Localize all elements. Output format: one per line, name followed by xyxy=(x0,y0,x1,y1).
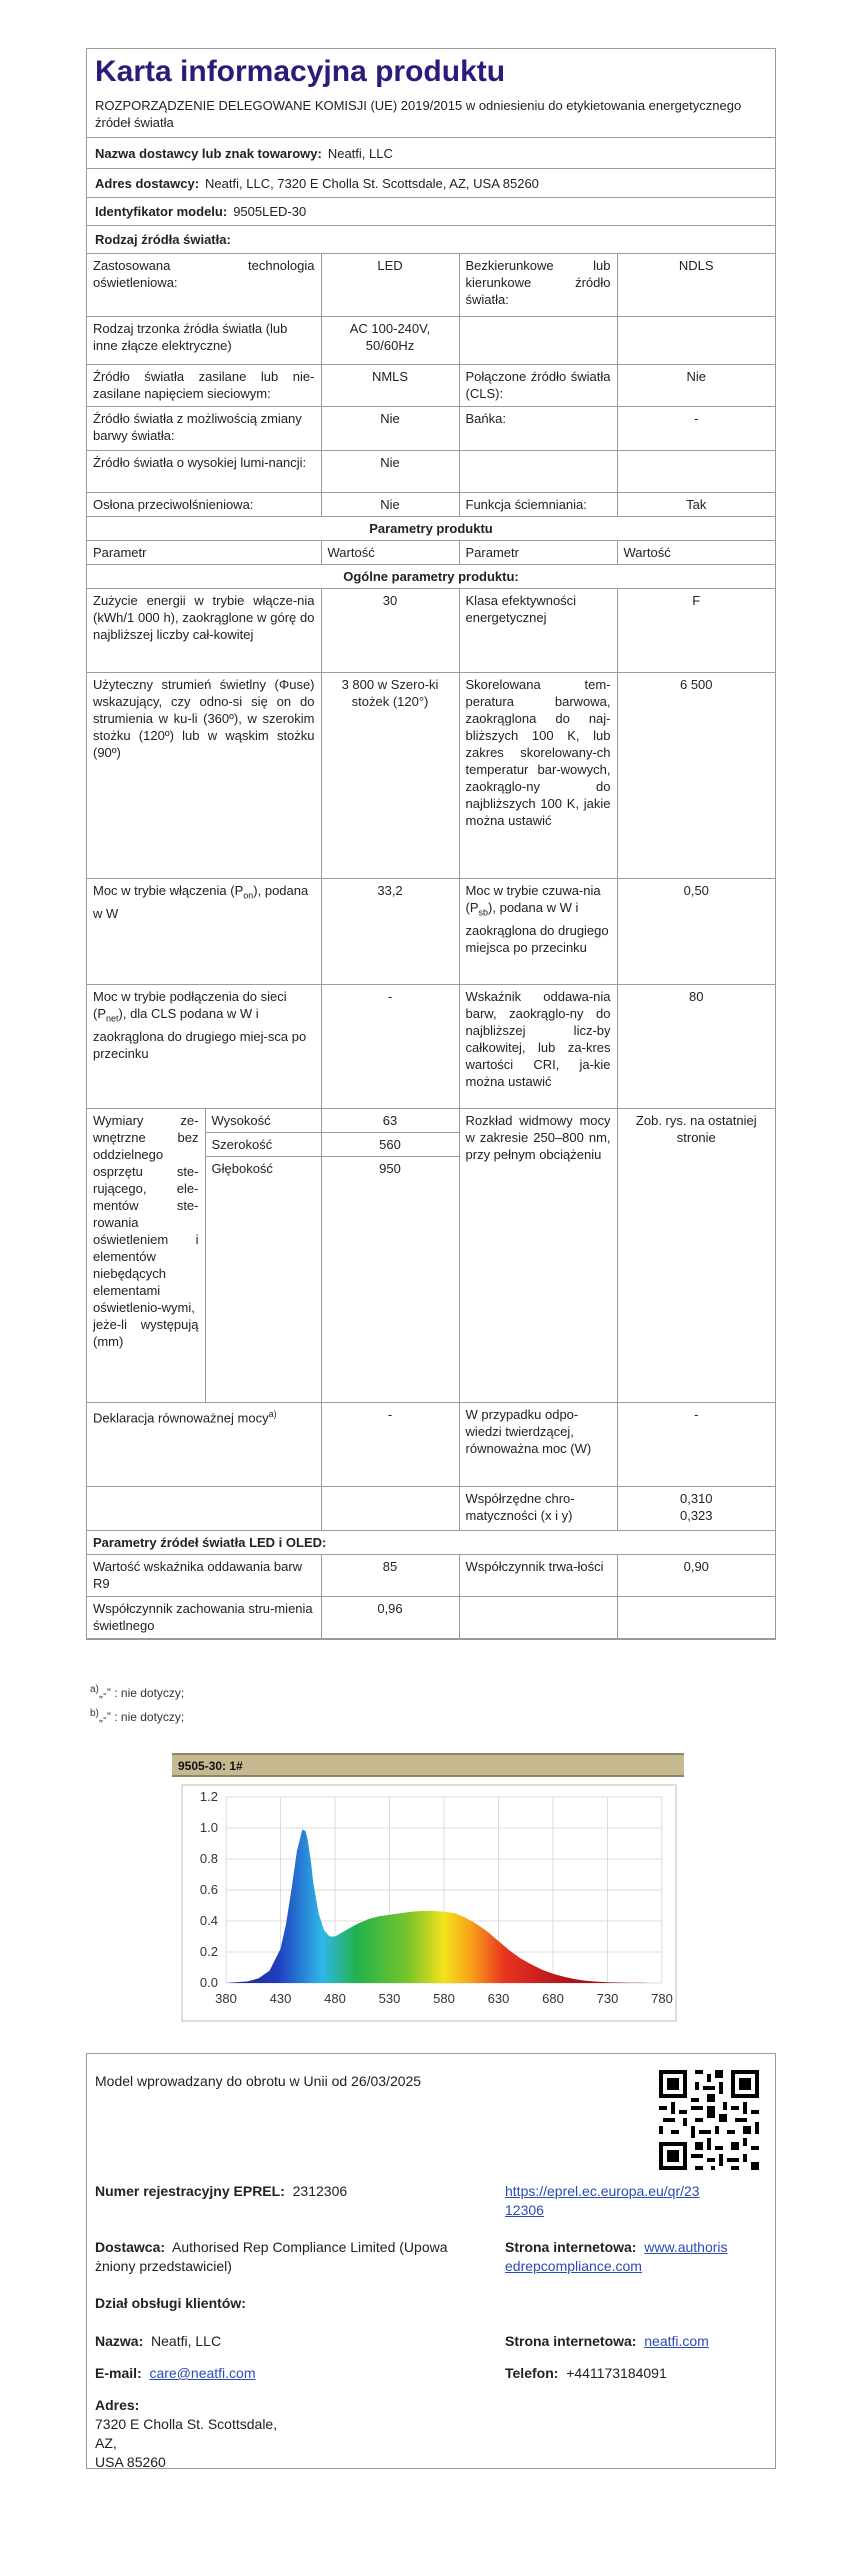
led-heading: Parametry źródeł światła LED i OLED: xyxy=(87,1531,775,1555)
equivalent-power-value: - xyxy=(321,1403,459,1487)
flux-label: Użyteczny strumień świetlny (Φuse) wskazujący, czy odno-si się on do strumienia w ku-li (360º), w szerokim stożku (120º) lub w wąskim stożku (90º) xyxy=(87,673,321,879)
y-tick-label: 0.2 xyxy=(199,1944,218,1959)
distributor-website-link[interactable]: www.authoris xyxy=(644,2239,728,2255)
cls-label: Połączone źródło światła (CLS): xyxy=(459,364,617,406)
product-information-sheet xyxy=(86,48,776,1640)
y-tick-label: 0.0 xyxy=(199,1975,218,1990)
mains-value: NMLS xyxy=(321,364,459,406)
height-label: Wysokość xyxy=(205,1109,321,1133)
r9-label: Wartość wskaźnika oddawania barw R9 xyxy=(87,1555,321,1597)
eprel-number: 2312306 xyxy=(292,2183,348,2199)
cs-email-row: E-mail: care@neatfi.com xyxy=(95,2365,256,2381)
r9-value: 85 xyxy=(321,1555,459,1597)
address-row xyxy=(87,169,775,198)
width-value: 560 xyxy=(321,1133,459,1157)
y-tick-label: 0.4 xyxy=(199,1913,218,1928)
energy-label: Zużycie energii w trybie włącze-nia (kWh/1 000 h), zaokrąglone w górę do najbliższej liczby cał-kowitej xyxy=(87,589,321,673)
survival-label: Współczynnik trwa-łości xyxy=(459,1555,617,1597)
source-type-heading: Rodzaj źródła światła: xyxy=(95,232,231,247)
cri-value: 80 xyxy=(617,985,775,1109)
supplier-value: Neatfi, LLC xyxy=(327,145,393,161)
address-value: Neatfi, LLC, 7320 E Cholla St. Scottsdale, AZ, USA 85260 xyxy=(205,175,539,191)
chromaticity-label: Współrzędne chro-matyczności (x i y) xyxy=(459,1487,617,1531)
equivalent-watt-label: W przypadku odpo-wiedzi twierdzącej, równoważna moc (W) xyxy=(459,1403,617,1487)
x-tick-label: 680 xyxy=(542,1991,564,2006)
chromaticity-value: 0,310 0,323 xyxy=(617,1487,775,1531)
dimmable-label: Funkcja ściemniania: xyxy=(459,492,617,516)
x-tick-label: 630 xyxy=(487,1991,510,2006)
model-row xyxy=(87,198,775,226)
bulb-label: Bańka: xyxy=(459,406,617,450)
eprel-row: Numer rejestracyjny EPREL: 2312306 xyxy=(95,2183,348,2199)
cri-label: Wskaźnik oddawa-nia barw, zaokrąglo-ny do najbliższej licz-by całkowitej, lub za-kres wartości CRI, ja-kie można ustawić xyxy=(459,985,617,1109)
x-tick-label: 430 xyxy=(269,1991,292,2006)
dimmable-value: Tak xyxy=(617,492,775,516)
customer-service-heading: Dział obsługi klientów: xyxy=(95,2295,246,2311)
networked-value: - xyxy=(321,985,459,1109)
y-tick-label: 0.8 xyxy=(199,1851,218,1866)
cs-name-row: Nazwa: Neatfi, LLC xyxy=(95,2333,222,2349)
col-value-1: Wartość xyxy=(321,540,459,564)
spectrum-plot xyxy=(172,1777,684,2029)
direction-label: Bezkierunkowe lub kierunkowe źródło światła: xyxy=(459,254,617,316)
energy-class-value: F xyxy=(617,589,775,673)
col-param-1: Parametr xyxy=(87,540,321,564)
tunable-label: Źródło światła z możliwością zmiany barwy światła: xyxy=(87,406,321,450)
energy-value: 30 xyxy=(321,589,459,673)
general-heading: Ogólne parametry produktu: xyxy=(87,564,775,588)
power-on-label: Moc w trybie włączenia $(P_{on})$, podana w W xyxy=(87,879,321,985)
power-on-value: 33,2 xyxy=(321,879,459,985)
survival-value: 0,90 xyxy=(617,1555,775,1597)
equivalent-watt-value: - xyxy=(617,1403,775,1487)
high-luminance-label: Źródło światła o wysokiej lumi-nancji: xyxy=(87,450,321,492)
distributor-website: Strona internetowa: www.authoris edrepcompliance.com xyxy=(505,2239,728,2274)
footer-panel xyxy=(86,2053,776,2469)
tech-value: LED xyxy=(321,254,459,316)
cs-address: Adres: 7320 E Cholla St. Scottsdale, AZ, USA 85260 xyxy=(95,2397,278,2470)
supplier-row xyxy=(87,138,775,169)
address-label: Adres dostawcy: xyxy=(95,175,200,191)
direction-value: NDLS xyxy=(617,254,775,316)
col-param-2: Parametr xyxy=(459,540,617,564)
mains-label: Źródło światła zasilane lub nie-zasilane napięciem sieciowym: xyxy=(87,364,321,406)
cct-value: 6 500 xyxy=(617,673,775,879)
note-a: $^{a)}$„-” : nie dotyczy; xyxy=(90,1684,185,1700)
depth-value: 950 xyxy=(321,1157,459,1403)
flux-value: 3 800 w Szero-ki stożek (120°) xyxy=(321,673,459,879)
spd-value: Zob. rys. na ostatniej stronie xyxy=(617,1109,775,1403)
standby-value: 0,50 xyxy=(617,879,775,985)
cls-value: Nie xyxy=(617,364,775,406)
led-params-table xyxy=(87,1531,775,1639)
eprel-link[interactable]: https://eprel.ec.europa.eu/qr/23 12306 xyxy=(505,2183,700,2218)
cct-label: Skorelowana tem-peratura barwowa, zaokrąglona do naj-bliższych 100 K, lub zakres skorelowany-ch temperatur bar-wowych, zaokrąglo-ny do najbliższych 100 K, jakie można ustawić xyxy=(459,673,617,879)
plot-frame xyxy=(182,1785,676,2021)
market-date: Model wprowadzany do obrotu w Unii od 26/03/2025 xyxy=(95,2073,422,2089)
params-heading: Parametry produktu xyxy=(87,516,775,540)
cs-website-link[interactable]: neatfi.com xyxy=(644,2333,709,2349)
page-title: Karta informacyjna produktu xyxy=(95,55,506,88)
cap-label: Rodzaj trzonka źródła światła (lub inne złącze elektryczne) xyxy=(87,316,321,364)
note-b: $^{b)}$„-” : nie dotyczy; xyxy=(90,1708,185,1724)
maintenance-label: Współczynnik zachowania stru-mienia świetlnego xyxy=(87,1597,321,1639)
energy-class-label: Klasa efektywności energetycznej xyxy=(459,589,617,673)
y-tick-label: 1.2 xyxy=(199,1789,218,1804)
spd-label: Rozkład widmowy mocy w zakresie 250–800 nm, przy pełnym obciążeniu xyxy=(459,1109,617,1403)
cs-phone-row: Telefon: +441173184091 xyxy=(505,2365,667,2381)
high-luminance-value: Nie xyxy=(321,450,459,492)
dimensions-label: Wymiary ze-wnętrzne bez oddzielnego osprzętu ste-rującego, ele-mentów ste-rowania oświetleniem i elementów niebędących elementami oświetlenio-wymi, jeże-li występują (mm) xyxy=(87,1109,205,1403)
y-tick-label: 0.6 xyxy=(199,1882,218,1897)
col-value-2: Wartość xyxy=(617,540,775,564)
maintenance-value: 0,96 xyxy=(321,1597,459,1639)
x-tick-label: 530 xyxy=(378,1991,401,2006)
supplier-label: Nazwa dostawcy lub znak towarowy: xyxy=(95,145,322,161)
x-tick-label: 480 xyxy=(324,1991,346,2006)
y-tick-label: 1.0 xyxy=(199,1820,218,1835)
bulb-value: - xyxy=(617,406,775,450)
x-tick-label: 730 xyxy=(596,1991,619,2006)
spectrum-chart xyxy=(172,1753,684,2029)
distributor-value: Authorised Rep Compliance Limited (Upowa xyxy=(172,2239,448,2255)
tech-label: Zastosowana technologia oświetleniowa: xyxy=(87,254,321,316)
cs-email-link[interactable]: care@neatfi.com xyxy=(149,2365,256,2381)
x-tick-label: 380 xyxy=(215,1991,237,2006)
general-params-table xyxy=(87,589,775,1532)
equivalent-power-label: Deklaracja równoważnej mocy$^{a)}$ xyxy=(87,1403,321,1487)
cap-value: AC 100-240V, 50/60Hz xyxy=(321,316,459,364)
source-type-table xyxy=(87,254,775,589)
qr-code-icon xyxy=(659,2070,759,2170)
regulation-subtitle: ROZPORZĄDZENIE DELEGOWANE KOMISJI (UE) 2019/2015 w odniesieniu do etykietowania energetycznego źródeł światła xyxy=(87,95,775,138)
model-label: Identyfikator modelu: xyxy=(95,204,228,219)
width-label: Szerokość xyxy=(205,1133,321,1157)
model-value: 9505LED-30 xyxy=(233,204,307,219)
standby-label: Moc w trybie czuwa-nia $(P_{sb})$, podana w W i zaokrąglona do drugiego miejsca po przecinku xyxy=(459,879,617,985)
x-tick-label: 580 xyxy=(433,1991,455,2006)
distributor-row: Dostawca: Authorised Rep Compliance Limited (Upowa żniony przedstawiciel) xyxy=(95,2239,448,2274)
shield-value: Nie xyxy=(321,492,459,516)
shield-label: Osłona przeciwolśnieniowa: xyxy=(87,492,321,516)
networked-label: Moc w trybie podłączenia do sieci $(P_{net})$, dla CLS podana w W i zaokrąglona do drugiego miej-sca po przecinku xyxy=(87,985,321,1109)
source-type-heading-row xyxy=(87,226,775,254)
chart-title: 9505-30: 1# xyxy=(172,1753,684,1777)
depth-label: Głębokość xyxy=(205,1157,321,1403)
x-tick-label: 780 xyxy=(651,1991,673,2006)
height-value: 63 xyxy=(321,1109,459,1133)
tunable-value: Nie xyxy=(321,406,459,450)
cs-website-row: Strona internetowa: neatfi.com xyxy=(505,2333,709,2349)
